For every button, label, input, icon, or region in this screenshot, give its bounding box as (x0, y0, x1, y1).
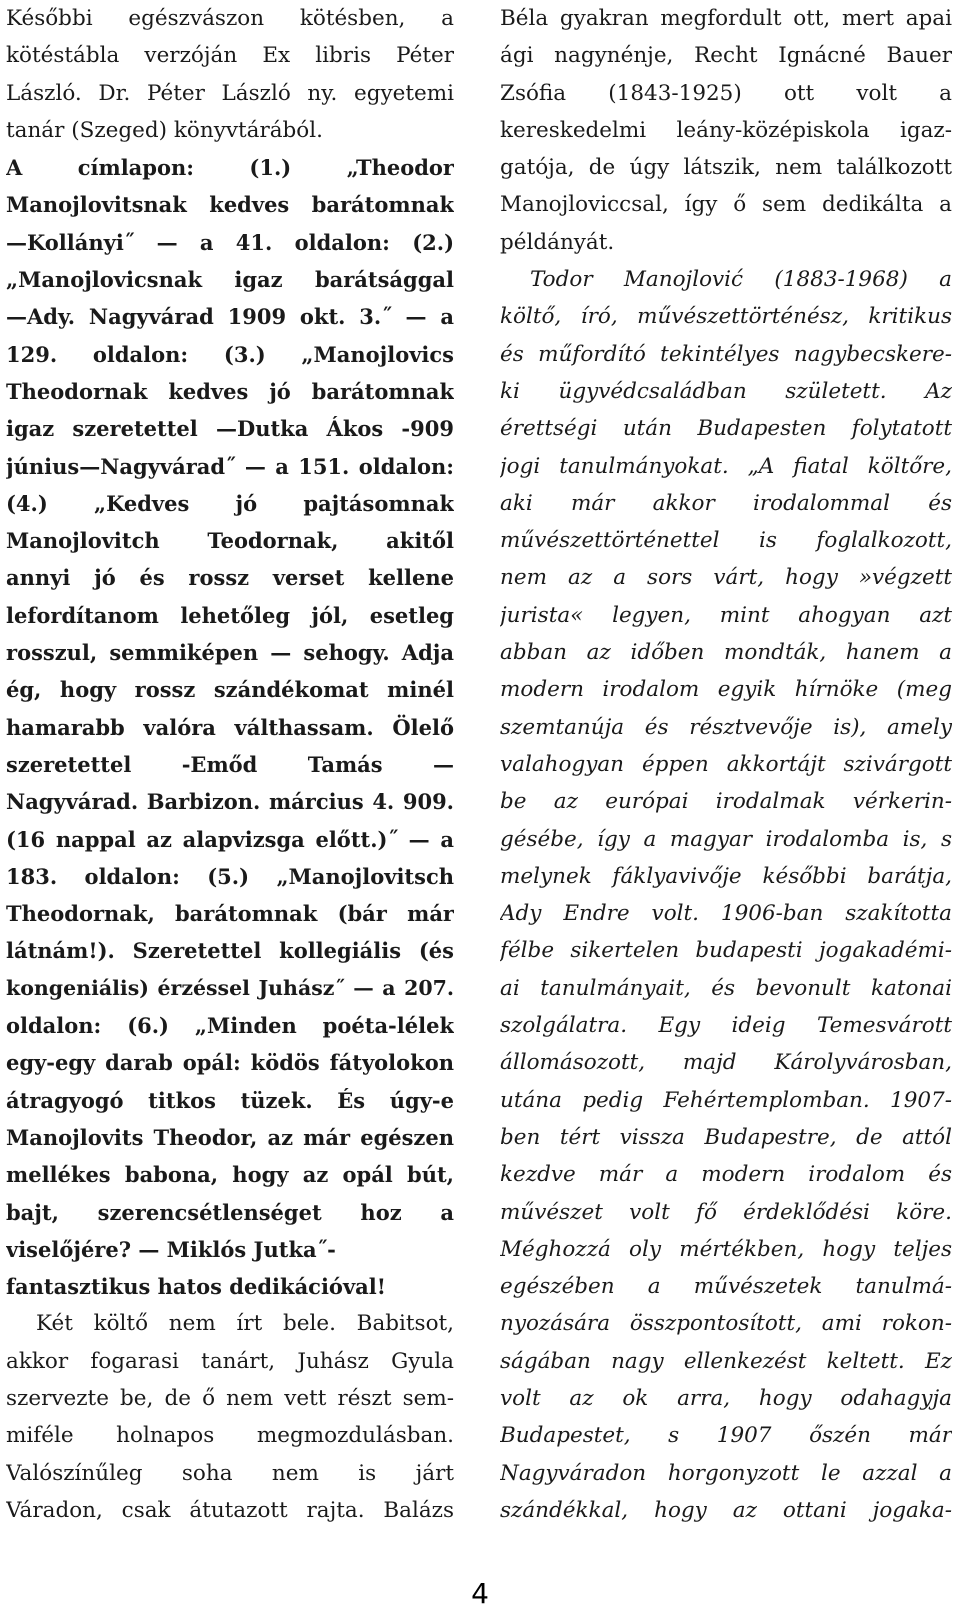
text-line: művészettörténettel is foglalkozott, (500, 528, 952, 554)
text-line: szervezte be, de ő nem vett részt sem- (6, 1385, 454, 1411)
text-line: annyi jó és rossz verset kellene (6, 565, 454, 591)
text-line: Méghozzá oly mértékben, hogy teljes (500, 1236, 952, 1262)
text-line: fantasztikus hatos dedikációval! (6, 1274, 386, 1300)
text-line: félbe sikertelen budapesti jogakadémi- (500, 938, 952, 964)
text-line: művészet volt fő érdeklődési köre. (500, 1199, 952, 1225)
text-line: mellékes babona, hogy az opál bút, (6, 1162, 454, 1188)
text-line: kereskedelmi leány-középiskola igaz- (500, 117, 952, 143)
text-line: látnám!). Szeretettel kollegiális (és (6, 938, 454, 964)
text-line: gatója, de úgy látszik, nem találkozott (500, 155, 952, 181)
text-line: jogi tanulmányokat. „A fiatal költőre, (500, 453, 952, 479)
text-line: szeretettel -Emőd Tamás — (6, 751, 454, 777)
text-line: kezdve már a modern irodalom és (500, 1162, 952, 1188)
text-line: miféle holnapos megmozdulásban. (6, 1423, 454, 1449)
text-line: jurista« legyen, mint ahogyan azt (500, 602, 952, 628)
text-line: Váradon, csak átutazott rajta. Balázs (6, 1497, 454, 1523)
text-line: László. Dr. Péter László ny. egyetemi (6, 80, 454, 106)
text-line: Theodornak, barátomnak (bár már (6, 901, 454, 927)
text-line: Todor Manojlović (1883-1968) a (530, 267, 952, 293)
text-line: lefordítanom lehetőleg jól, esetleg (6, 602, 454, 628)
text-line: Nagyváradon horgonyzott le azzal a (500, 1460, 952, 1486)
text-line: szándékkal, hogy az ottani jogaka- (500, 1497, 952, 1523)
text-line: költő, író, művészettörténész, kritikus (500, 304, 952, 330)
text-line: példányát. (500, 229, 615, 255)
text-line: (4.) „Kedves jó pajtásomnak (6, 490, 454, 516)
page-number: 4 (471, 1577, 489, 1610)
text-line: ki ügyvédcsaládban született. Az (500, 378, 952, 404)
text-line: —Kollányi˝ — a 41. oldalon: (2.) (6, 229, 454, 255)
text-line: Nagyvárad. Barbizon. március 4. 909. (6, 789, 454, 815)
text-line: Manojlovitsnak kedves barátomnak (6, 192, 454, 218)
text-line: június—Nagyvárad˝ — a 151. oldalon: (6, 453, 454, 479)
text-line: Manojlovits Theodor, az már egészen (6, 1124, 454, 1150)
text-line: hamarabb valóra válthassam. Ölelő (6, 714, 454, 740)
text-line: melynek fáklyavivője későbbi barátja, (500, 863, 952, 889)
text-line: Manojloviccsal, így ő sem dedikálta a (500, 192, 952, 218)
text-line: rosszul, semmiképen — sehogy. Adja (6, 640, 454, 666)
text-line: Theodornak kedves jó barátomnak (6, 378, 454, 404)
text-line: szemtanúja és résztvevője is), amely (500, 714, 952, 740)
text-line: —Ady. Nagyvárad 1909 okt. 3.˝ — a (6, 304, 454, 330)
text-line: nem az a sors várt, hogy »végzett (500, 565, 952, 591)
text-line: egészében a művészetek tanulmá- (500, 1274, 952, 1300)
text-line: bajt, szerencsétlenséget hoz a (6, 1199, 454, 1225)
text-line: ben tért vissza Budapestre, de attól (500, 1124, 952, 1150)
text-line: 129. oldalon: (3.) „Manojlovics (6, 341, 454, 367)
text-line: Budapestet, s 1907 őszén már (500, 1423, 952, 1449)
text-line: valahogyan éppen akkortájt szivárgott (500, 751, 952, 777)
text-line: állomásozott, majd Károlyvárosban, (500, 1050, 952, 1076)
text-line: abban az időben mondták, hanem a (500, 640, 952, 666)
text-line: modern irodalom egyik hírnöke (meg (500, 677, 952, 703)
text-line: volt az ok arra, hogy odahagyja (500, 1385, 952, 1411)
text-line: oldalon: (6.) „Minden poéta-lélek (6, 1013, 454, 1039)
text-line: Zsófia (1843-1925) ott volt a (500, 80, 952, 106)
left-text-column (6, 0, 454, 1529)
text-line: gésébe, így a magyar irodalomba is, s (500, 826, 952, 852)
text-line: Ady Endre volt. 1906-ban szakította (500, 901, 952, 927)
text-line: tanár (Szeged) könyvtárából. (6, 117, 323, 143)
text-line: utána pedig Fehértemplomban. 1907- (500, 1087, 952, 1113)
text-line: Későbbi egészvászon kötésben, a (6, 6, 454, 31)
text-line: „Manojlovicsnak igaz barátsággal (6, 267, 454, 293)
text-line: 183. oldalon: (5.) „Manojlovitsch (6, 863, 454, 889)
text-line: aki már akkor irodalommal és (500, 490, 952, 516)
right-text-column (500, 0, 952, 1529)
text-line: érettségi után Budapesten folytatott (500, 416, 952, 442)
text-line: nyozására összpontosított, ami rokon- (500, 1311, 952, 1337)
text-line: igaz szeretettel —Dutka Ákos -909 (6, 416, 454, 442)
text-line: Manojlovitch Teodornak, akitől (6, 528, 454, 554)
text-line: be az európai irodalmak vérkerin- (500, 789, 952, 815)
text-line: ai tanulmányait, és bevonult katonai (500, 975, 952, 1001)
text-line: Béla gyakran megfordult ott, mert apai (500, 6, 952, 31)
text-line: átragyogó titkos tüzek. És úgy-e (6, 1087, 454, 1113)
text-line: akkor fogarasi tanárt, Juhász Gyula (6, 1348, 454, 1374)
text-line: ságában nagy ellenkezést keltett. Ez (500, 1348, 952, 1374)
text-line: ági nagynénje, Recht Ignácné Bauer (500, 43, 952, 69)
text-line: egy-egy darab opál: ködös fátyolokon (6, 1050, 454, 1076)
text-line: szolgálatra. Egy ideig Temesvárott (500, 1013, 952, 1039)
text-line: és műfordító tekintélyes nagybecskere- (500, 341, 952, 367)
text-line: kötéstábla verzóján Ex libris Péter (6, 43, 454, 69)
text-line: (16 nappal az alapvizsga előtt.)˝ — a (6, 826, 454, 852)
text-line: ég, hogy rossz szándékomat minél (6, 677, 454, 703)
text-line: viselőjére? — Miklós Jutka˝- (6, 1236, 336, 1262)
text-line: Két költő nem írt bele. Babitsot, (36, 1311, 454, 1337)
text-line: A címlapon: (1.) „Theodor (6, 155, 454, 181)
text-line: Valószínűleg soha nem is járt (6, 1460, 454, 1486)
text-line: kongeniális) érzéssel Juhász˝ — a 207. (6, 975, 454, 1000)
